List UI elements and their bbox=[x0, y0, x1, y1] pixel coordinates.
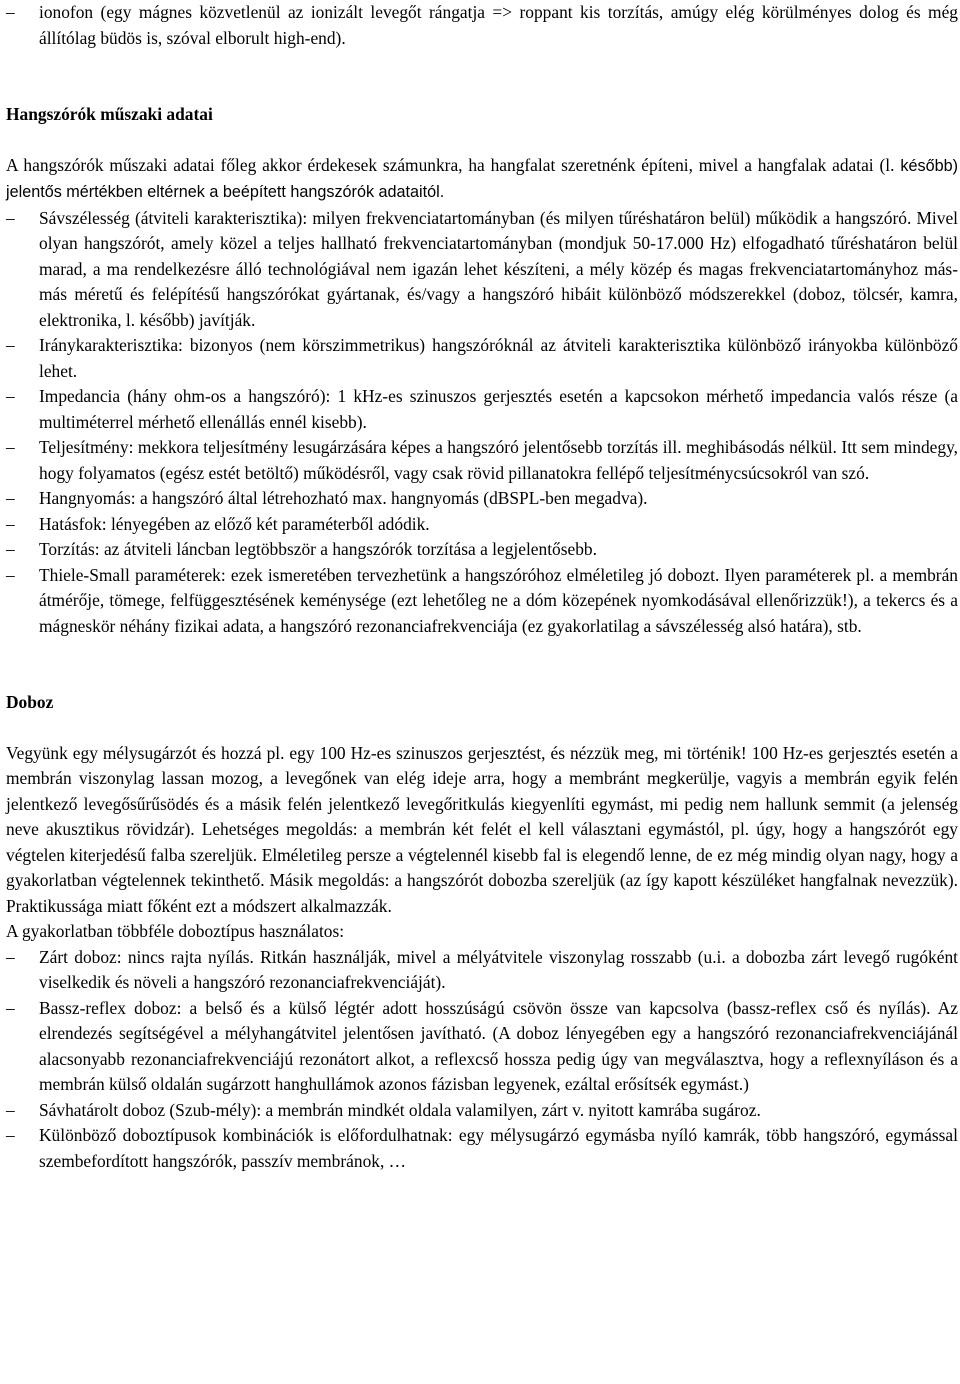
list-dash: – bbox=[6, 2, 15, 22]
list-item-text: Thiele-Small paraméterek: ezek ismeretében tervezhetünk a hangszóróhoz elméletileg jó dobozt. Ilyen paraméterek pl. a membrán átmérője, tömege, felfüggesztésének keménysége (ezt lehetőleg ne a dóm közepének nyomkodásával ellenőrizzük!), a tekercs és a mágneskör néhány fizikai adata, a hangszóró rezonanciafrekvenciája (ez gyakorlatilag a sávszélesség alsó határa), stb. bbox=[39, 564, 958, 636]
list-item bbox=[6, 996, 958, 1098]
list-dash: – bbox=[6, 997, 15, 1018]
list-dash: – bbox=[6, 437, 15, 457]
list-item-text: Iránykarakterisztika: bizonyos (nem körszimmetrikus) hangszóróknál az átviteli karakterisztika különböző irányokba különböző lehet. bbox=[39, 335, 958, 381]
spec-list bbox=[6, 206, 958, 640]
types-intro: A gyakorlatban többféle doboztípus használatos: bbox=[6, 921, 345, 941]
section-heading: Doboz bbox=[6, 692, 54, 712]
list-dash: – bbox=[6, 1099, 15, 1120]
list-dash: – bbox=[6, 1125, 15, 1145]
list-item-text: Különböző doboztípusok kombinációk is előfordulhatnak: egy mélysugárzó egymásba nyíló kamrák, több hangszóró, egymással szembefordított hangszórók, passzív membránok, … bbox=[39, 1125, 958, 1171]
list-dash: – bbox=[6, 207, 15, 228]
box-type-list bbox=[6, 945, 958, 1175]
list-item-text: Sávhatárolt doboz (Szub-mély): a membrán mindkét oldala valamilyen, zárt v. nyitott kamrába sugároz. bbox=[39, 1099, 761, 1120]
list-dash: – bbox=[6, 946, 15, 967]
list-dash: – bbox=[6, 539, 15, 559]
list-item bbox=[6, 486, 958, 512]
list-item bbox=[6, 512, 958, 538]
list-item-text: ionofon (egy mágnes közvetlenül az ionizált levegőt rángatja => roppant kis torzítás, amúgy elég körülményes dolog és még állítólag büdös is, szóval elborult high-end). bbox=[39, 2, 958, 48]
list-dash: – bbox=[6, 513, 15, 534]
list-dash: – bbox=[6, 488, 15, 508]
list-item bbox=[6, 1098, 958, 1124]
list-dash: – bbox=[6, 564, 15, 585]
list-item bbox=[6, 435, 958, 486]
list-item bbox=[6, 384, 958, 435]
list-item-text: Torzítás: az átviteli láncban legtöbbször a hangszórók torzítása a legjelentősebb. bbox=[39, 539, 597, 559]
section-heading: Hangszórók műszaki adatai bbox=[6, 104, 213, 124]
list-item-text: Zárt doboz: nincs rajta nyílás. Ritkán használják, mivel a mélyátvitele viszonylag rosszabb (u.i. a dobozba zárt levegő rugóként viselkedik és növeli a hangszóró rezonanciafrekvenciáját). bbox=[39, 946, 958, 992]
list-item-text: Sávszélesség (átviteli karakterisztika): milyen frekvenciatartományban (és milyen tűréshatáron belül) működik a hangszóró. Mivel olyan hangszórót, amely közel a teljes hallható frekvenciatartományban (mondjuk 50-17.000 Hz) elfogadható tűréshatáron belül marad, a ma rendelkezésre álló technológiával nem igazán lehet készíteni, a mély közép és magas frekvenciatartományhoz más-más méretű és felépítésű hangszórókat gyártanak, és/vagy a hangszóró hibáit különböző módszerekkel (doboz, tölcsér, kamra, elektronika, l. később) javítják. bbox=[39, 207, 958, 330]
list-item bbox=[6, 333, 958, 384]
list-item-text: Hatásfok: lényegében az előző két paraméterből adódik. bbox=[39, 513, 430, 534]
list-item bbox=[6, 563, 958, 640]
section-paragraph: Vegyünk egy mélysugárzót és hozzá pl. egy 100 Hz-es szinuszos gerjesztést, és nézzük meg, mi történik! 100 Hz-es gerjesztés esetén a membrán viszonylag lassan mozog, a levegőnek van elég ideje arra, hogy a membránt megkerülje, vagyis a membrán egyik felén jelentkező levegősűrűsödés és a másik felén jelentkező levegőritkulás kiegyenlíti egymást, mi pedig nem hallunk semmit (a jelenség neve akusztikus rövidzár). Lehetséges megoldás: a membrán két felét el kell választani egymástól, pl. úgy, hogy a hangszórót egy végtelen kiterjedésű falba szereljük. Elméletileg persze a végtelennél kisebb fal is elegendő lenne, de ez még mindig olyan nagy, hogy a gyakorlatban végtelennek tekinthető. Másik megoldás: a hangszórót dobozba szereljük (az így kapott készüléket hangfalnak nevezzük). Praktikussága miatt főként ezt a módszert alkalmazzák. bbox=[6, 742, 958, 916]
section-intro: A hangszórók műszaki adatai főleg akkor érdekesek számunkra, ha hangfalat szeretnénk építeni, mivel a hangfalak adatai (l. később) jelentős mértékben eltérnek a beépített hangszórók adataitól. bbox=[6, 154, 958, 201]
list-item bbox=[6, 537, 958, 563]
list-item-text: Teljesítmény: mekkora teljesítmény lesugárzására képes a hangszóró jelentősebb torzítás ill. meghibásodás nélkül. Itt sem mindegy, hogy folyamatos (egész estét betöltő) működésről, vagy csak rövid pillanatokra fellépő teljesítménycsúcsokról van szó. bbox=[39, 437, 958, 483]
list-item-text: Hangnyomás: a hangszóró által létrehozható max. hangnyomás (dBSPL-ben megadva). bbox=[39, 488, 648, 508]
list-item bbox=[6, 0, 958, 51]
list-item-text: Bassz-reflex doboz: a belső és a külső légtér adott hosszúságú csövön össze van kapcsolva (bassz-reflex cső és nyílás). Az elrendezés segítségével a mélyhangátvitel jelentősen javítható. (A doboz lényegében egy a hangszóró rezonanciafrekvenciájánál alacsonyabb rezonanciafrekvenciájú rezonátort alkot, a reflexcső hossza pedig úgy van megválasztva, hogy a reflexnyíláson és a membrán külső oldalán sugárzott hanghullámok azonos fázisban legyenek, ezáltal erősítsék egymást.) bbox=[39, 997, 958, 1094]
list-dash: – bbox=[6, 386, 15, 406]
list-item bbox=[6, 945, 958, 996]
list-item bbox=[6, 1123, 958, 1174]
list-item bbox=[6, 206, 958, 334]
list-dash: – bbox=[6, 335, 15, 355]
list-item-text: Impedancia (hány ohm-os a hangszóró): 1 kHz-es szinuszos gerjesztés esetén a kapcsokon mérhető impedancia valós része (a multiméterrel mérhető ellenállás ennél kisebb). bbox=[39, 386, 958, 432]
